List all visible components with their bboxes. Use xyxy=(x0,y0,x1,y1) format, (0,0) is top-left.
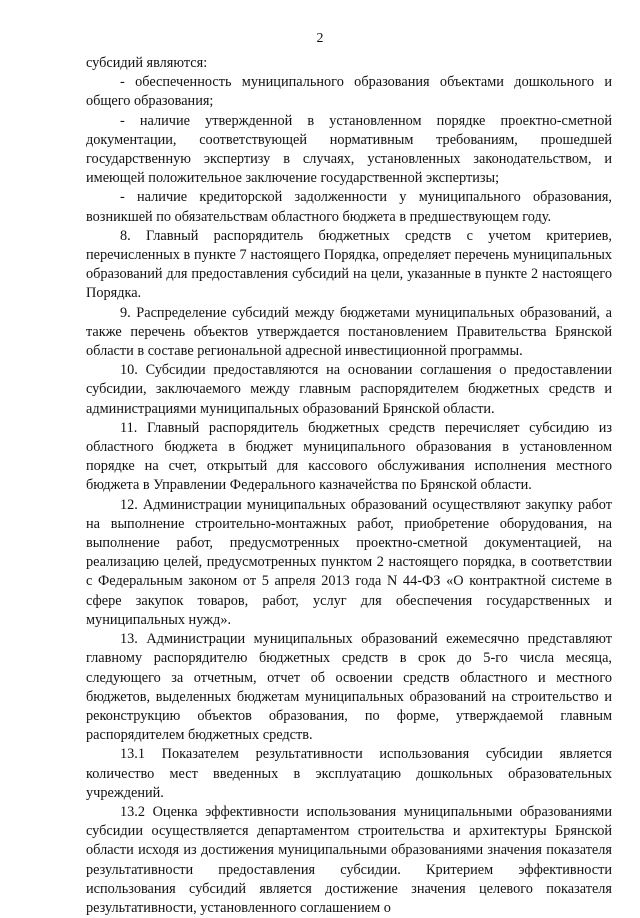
paragraph-item-13: 13. Администрации муниципальных образований ежемесячно представляют главному распорядителю бюджетных средств в срок до 5-го числа месяца, следующего за отчетным, отчет об освоении средств областного и местного бюджетов, выделенных бюджетам муниципальных образований на строительство и реконструкцию объектов образования, по форме, утверждаемой главным распорядителем бюджетных средств. xyxy=(86,631,612,744)
paragraph-criterion-documentation: - наличие утвержденной в установленном порядке проектно-сметной документации, соответствующей нормативным требованиям, прошедшей государственную экспертизу в случаях, установленных законодательством, и имеющей положительное заключение государственной экспертизы; xyxy=(86,112,612,187)
page-number: 2 xyxy=(316,31,324,46)
paragraph-item-8: 8. Главный распорядитель бюджетных средств с учетом критериев, перечисленных в пункте 7 настоящего Порядка, определяет перечень муниципальных образований для предоставления субсидий на цели, указанные в пункте 2 настоящего Порядка. xyxy=(86,227,612,302)
paragraph-item-13-1: 13.1 Показателем результативности использования субсидии является количество мест введенных в эксплуатацию дошкольных образовательных учреждений. xyxy=(86,746,612,801)
paragraph-item-11: 11. Главный распорядитель бюджетных средств перечисляет субсидию из областного бюджета в бюджет муниципального образования в установленном порядке на счет, открытый для кассового обслуживания исполнения местного бюджета в Управлении Федерального казначейства по Брянской области. xyxy=(86,419,612,494)
paragraph-subsidy-criteria-lead: субсидий являются: xyxy=(86,55,208,71)
document-body xyxy=(86,54,612,918)
paragraph-item-12: 12. Администрации муниципальных образований осуществляют закупку работ на выполнение строительно-монтажных работ, приобретение оборудования, на выполнение работ, предусмотренных проектно-сметной документацией, на реализацию целей, предусмотренных пунктом 2 настоящего порядка, в соответствии с Федеральным законом от 5 апреля 2013 года N 44-ФЗ «О контрактной системе в сфере закупок товаров, работ, услуг для обеспечения государственных и муниципальных нужд». xyxy=(86,496,612,628)
paragraph-item-13-2: 13.2 Оценка эффективности использования муниципальными образованиями субсидии осуществляется департаментом строительства и архитектуры Брянской области исходя из достижения муниципальными образованиями значения показателя результативности предоставления субсидии. Критерием эффективности использования субсидий является достижение значения целевого показателя результативности, установленного соглашением о xyxy=(86,803,612,916)
paragraph-criterion-debt: - наличие кредиторской задолженности у муниципального образования, возникшей по обязательствам областного бюджета в предшествующем году. xyxy=(86,189,612,225)
paragraph-item-9: 9. Распределение субсидий между бюджетами муниципальных образований, а также перечень объектов утверждается постановлением Правительства Брянской области в составе региональной адресной инвестиционной программы. xyxy=(86,304,612,360)
paragraph-criterion-provision: - обеспеченность муниципального образования объектами дошкольного и общего образования; xyxy=(86,74,612,110)
paragraph-item-10: 10. Субсидии предоставляются на основании соглашения о предоставлении субсидии, заключаемого между главным распорядителем бюджетных средств и администрациями муниципальных образований Брянской области. xyxy=(86,362,612,417)
